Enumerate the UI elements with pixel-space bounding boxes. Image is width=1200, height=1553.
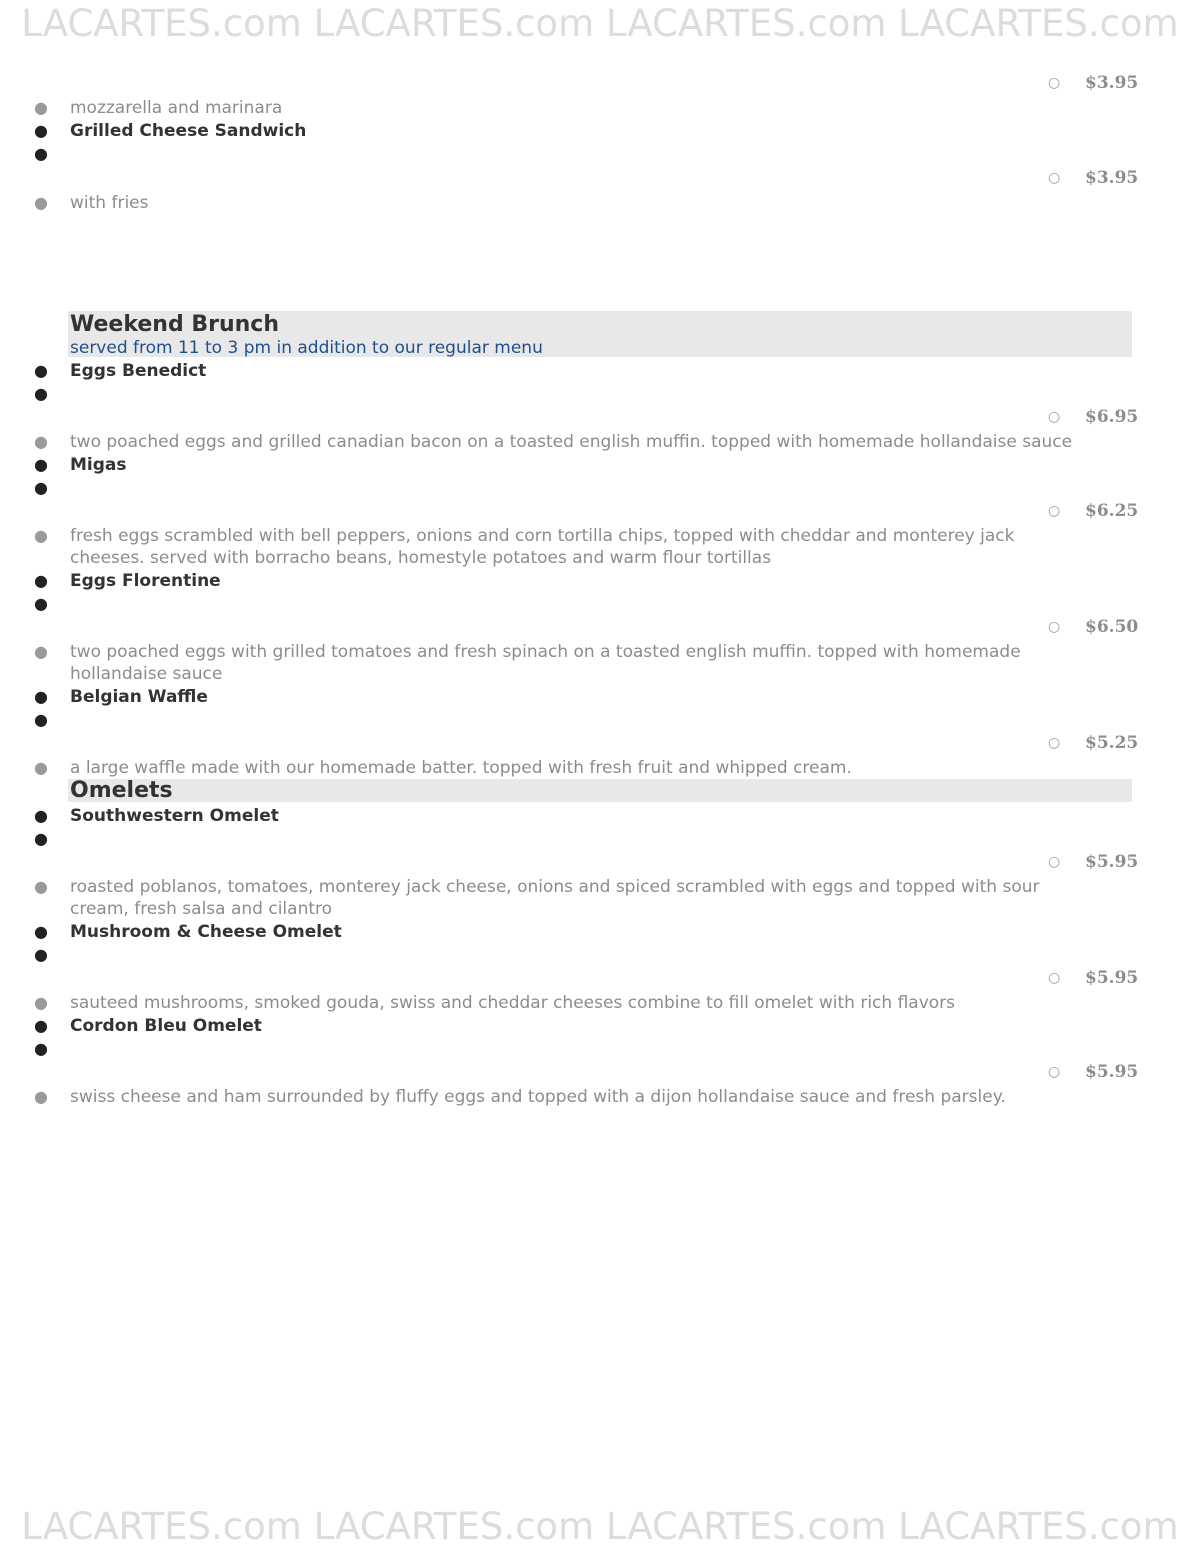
circle-bullet-icon: ○	[1048, 854, 1061, 870]
bullet-icon: ●	[34, 594, 48, 613]
price-row	[0, 852, 1200, 874]
item-price: $5.25	[1085, 733, 1139, 753]
circle-bullet-icon: ○	[1048, 170, 1061, 186]
bullet-icon: ●	[34, 758, 48, 777]
bullet-icon: ●	[34, 193, 48, 212]
price-row	[0, 501, 1200, 523]
item-price: $3.95	[1085, 168, 1139, 188]
circle-bullet-icon: ○	[1048, 409, 1061, 425]
watermark-bottom: LACARTES.com LACARTES.com LACARTES.com LACARTES.com	[21, 1505, 1179, 1548]
circle-bullet-icon: ○	[1048, 970, 1061, 986]
circle-bullet-icon: ○	[1048, 619, 1061, 635]
section-title: Weekend Brunch	[70, 312, 279, 337]
bullet-icon: ●	[34, 806, 48, 825]
item-name: Belgian Waffle	[70, 687, 208, 707]
price-row	[0, 968, 1200, 990]
item-description: fresh eggs scrambled with bell peppers, onions and corn tortilla chips, topped with cheddar and monterey jack cheeses. served with borracho beans, homestyle potatoes and warm flour tortillas	[70, 526, 1015, 568]
bullet-icon: ●	[34, 384, 48, 403]
bullet-icon: ●	[34, 526, 48, 545]
bullet-icon: ●	[34, 710, 48, 729]
item-name: Grilled Cheese Sandwich	[70, 121, 307, 141]
item-description: two poached eggs with grilled tomatoes and fresh spinach on a toasted english muffin. topped with homemade hollandaise sauce	[70, 642, 1021, 684]
circle-bullet-icon: ○	[1048, 1064, 1061, 1080]
item-price: $6.95	[1085, 407, 1139, 427]
item-price: $5.95	[1085, 1062, 1139, 1082]
item-price: $3.95	[1085, 73, 1139, 93]
bullet-icon: ●	[34, 361, 48, 380]
item-description: swiss cheese and ham surrounded by fluffy eggs and topped with a dijon hollandaise sauce and fresh parsley.	[70, 1087, 1006, 1107]
section-subtitle: served from 11 to 3 pm in addition to our regular menu	[70, 338, 543, 358]
bullet-icon: ●	[34, 1016, 48, 1035]
price-row	[0, 733, 1200, 755]
item-name: Eggs Benedict	[70, 361, 207, 381]
item-name: Southwestern Omelet	[70, 806, 279, 826]
item-description: mozzarella and marinara	[70, 98, 283, 118]
bullet-icon: ●	[34, 1087, 48, 1106]
item-description: with fries	[70, 193, 149, 213]
circle-bullet-icon: ○	[1048, 75, 1061, 91]
bullet-icon: ●	[34, 478, 48, 497]
bullet-icon: ●	[34, 877, 48, 896]
item-name: Eggs Florentine	[70, 571, 221, 591]
section-header-background	[68, 779, 1132, 802]
item-description: a large waffle made with our homemade batter. topped with fresh fruit and whipped cream.	[70, 758, 852, 778]
price-row	[0, 407, 1200, 429]
circle-bullet-icon: ○	[1048, 735, 1061, 751]
price-row	[0, 1062, 1200, 1084]
bullet-icon: ●	[34, 432, 48, 451]
circle-bullet-icon: ○	[1048, 503, 1061, 519]
bullet-icon: ●	[34, 1039, 48, 1058]
bullet-icon: ●	[34, 121, 48, 140]
bullet-icon: ●	[34, 144, 48, 163]
item-price: $5.95	[1085, 968, 1139, 988]
bullet-icon: ●	[34, 455, 48, 474]
item-description: two poached eggs and grilled canadian bacon on a toasted english muffin. topped with homemade hollandaise sauce	[70, 432, 1073, 452]
item-name: Cordon Bleu Omelet	[70, 1016, 262, 1036]
price-row	[0, 168, 1200, 190]
item-description: sauteed mushrooms, smoked gouda, swiss and cheddar cheeses combine to fill omelet with rich flavors	[70, 993, 956, 1013]
bullet-icon: ●	[34, 829, 48, 848]
item-name: Mushroom & Cheese Omelet	[70, 922, 342, 942]
bullet-icon: ●	[34, 642, 48, 661]
item-description: roasted poblanos, tomatoes, monterey jack cheese, onions and spiced scrambled with eggs and topped with sour cream, fresh salsa and cilantro	[70, 877, 1040, 919]
bullet-icon: ●	[34, 993, 48, 1012]
watermark-top: LACARTES.com LACARTES.com LACARTES.com LACARTES.com	[21, 2, 1179, 45]
bullet-icon: ●	[34, 945, 48, 964]
price-row	[0, 73, 1200, 95]
section-title: Omelets	[70, 778, 173, 803]
bullet-icon: ●	[34, 98, 48, 117]
bullet-icon: ●	[34, 687, 48, 706]
item-name: Migas	[70, 455, 127, 475]
price-row	[0, 617, 1200, 639]
item-price: $6.50	[1085, 617, 1139, 637]
bullet-icon: ●	[34, 922, 48, 941]
item-price: $5.95	[1085, 852, 1139, 872]
item-price: $6.25	[1085, 501, 1139, 521]
bullet-icon: ●	[34, 571, 48, 590]
